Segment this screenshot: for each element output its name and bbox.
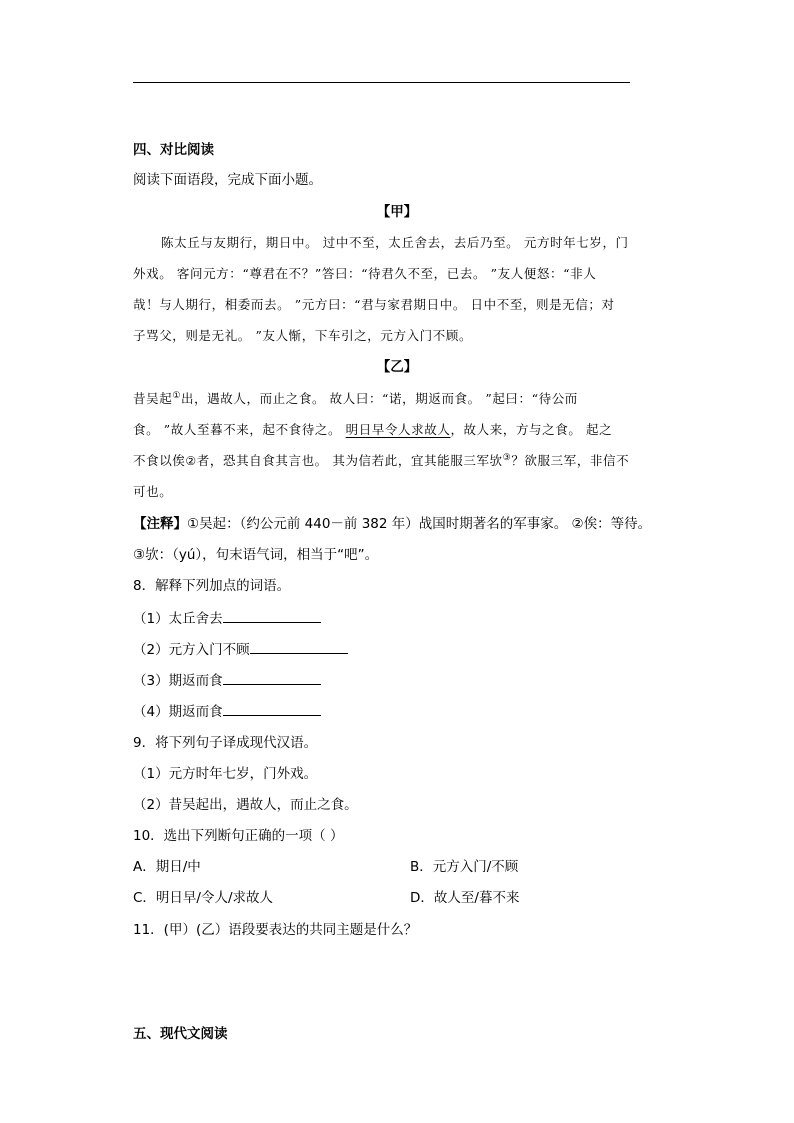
answer-blank[interactable] xyxy=(250,639,348,654)
yi-line-4: 可也。 xyxy=(133,484,173,499)
q10-stem: 10．选出下列断句正确的一项（ ） xyxy=(133,828,344,844)
yi-text: 不食以俟 xyxy=(133,453,186,468)
q8-item-4 xyxy=(133,701,321,722)
q8-item-label: （2）元方入门不顾 xyxy=(133,642,250,658)
notes-label: 【注释】 xyxy=(133,516,187,532)
note-marker-2: ② xyxy=(185,454,197,468)
q8-item-label: （3）期返而食 xyxy=(133,673,223,689)
q8-item-3 xyxy=(133,670,321,691)
q10-option-b: B．元方入门/不顾 xyxy=(410,859,519,875)
q8-item-1 xyxy=(133,608,321,629)
section4-title: 四、对比阅读 xyxy=(133,142,214,158)
yi-text: 食。 ”故人至暮不来，起不食待之。 xyxy=(133,422,346,437)
q8-stem: 8．解释下列加点的词语。 xyxy=(133,578,291,594)
q10-option-d: D．故人至/暮不来 xyxy=(410,890,520,906)
jia-line-4: 子骂父，则是无礼。 ”友人惭，下车引之，元方入门不顾。 xyxy=(133,328,473,343)
notes-line-2: ③欤：（yú），句末语气词，相当于“吧”。 xyxy=(133,547,379,563)
answer-blank[interactable] xyxy=(223,670,321,685)
yi-line-2 xyxy=(133,420,612,440)
q11-stem: 11．(甲）(乙）语段要表达的共同主题是什么？ xyxy=(133,922,418,938)
q8-item-label: （4）期返而食 xyxy=(133,704,223,720)
yi-text: ？欲服三军，非信不 xyxy=(511,453,630,468)
yi-text: 出，遇故人，而止之食。 故人曰：“诺，期返而食。 ”起曰：“待公而 xyxy=(180,391,578,406)
underlined-sentence: 明日早令人求故人 xyxy=(345,422,451,437)
q10-option-a: A．期日/中 xyxy=(133,859,201,875)
yi-line-3 xyxy=(133,451,629,471)
notes-text: ①吴起：（约公元前 440－前 382 年）战国时期著名的军事家。 ②俟：等待。 xyxy=(187,516,652,532)
section5-title: 五、现代文阅读 xyxy=(133,1026,228,1042)
yi-heading: 【乙】 xyxy=(376,359,418,375)
jia-line-2: 外戏。 客问元方：“尊君在不？”答曰：“待君久不至，已去。 ”友人便怒：“非人 xyxy=(133,266,597,281)
answer-blank[interactable] xyxy=(223,701,321,716)
notes-line-1 xyxy=(133,514,651,534)
q8-item-label: （1）太丘舍去 xyxy=(133,611,223,627)
yi-text: ，故人来，方与之食。 起之 xyxy=(450,422,613,437)
q9-item-2: （2）昔吴起出，遇故人，而止之食。 xyxy=(133,797,358,813)
answer-blank[interactable] xyxy=(223,608,321,623)
yi-line-1 xyxy=(133,389,578,409)
q9-item-1: （1）元方时年七岁，门外戏。 xyxy=(133,766,318,782)
jia-heading: 【甲】 xyxy=(376,204,418,220)
jia-line-3: 哉！与人期行，相委而去。 ”元方曰：“君与家君期日中。 日中不至，则是无信；对 xyxy=(133,297,615,312)
note-marker-1: ① xyxy=(172,390,181,401)
top-rule xyxy=(133,82,630,83)
section4-instruction: 阅读下面语段，完成下面小题。 xyxy=(133,172,322,188)
yi-text: 昔吴起 xyxy=(133,391,173,406)
q8-item-2 xyxy=(133,639,348,660)
q10-option-c: C．明日早/令人/求故人 xyxy=(133,890,274,906)
yi-text: 者，恐其自食其言也。 其为信若此，宜其能服三军欤 xyxy=(196,453,503,468)
q9-stem: 9．将下列句子译成现代汉语。 xyxy=(133,735,318,751)
note-marker-3: ③ xyxy=(502,452,512,463)
jia-line-1: 陈太丘与友期行，期日中。 过中不至，太丘舍去，去后乃至。 元方时年七岁，门 xyxy=(161,235,629,250)
